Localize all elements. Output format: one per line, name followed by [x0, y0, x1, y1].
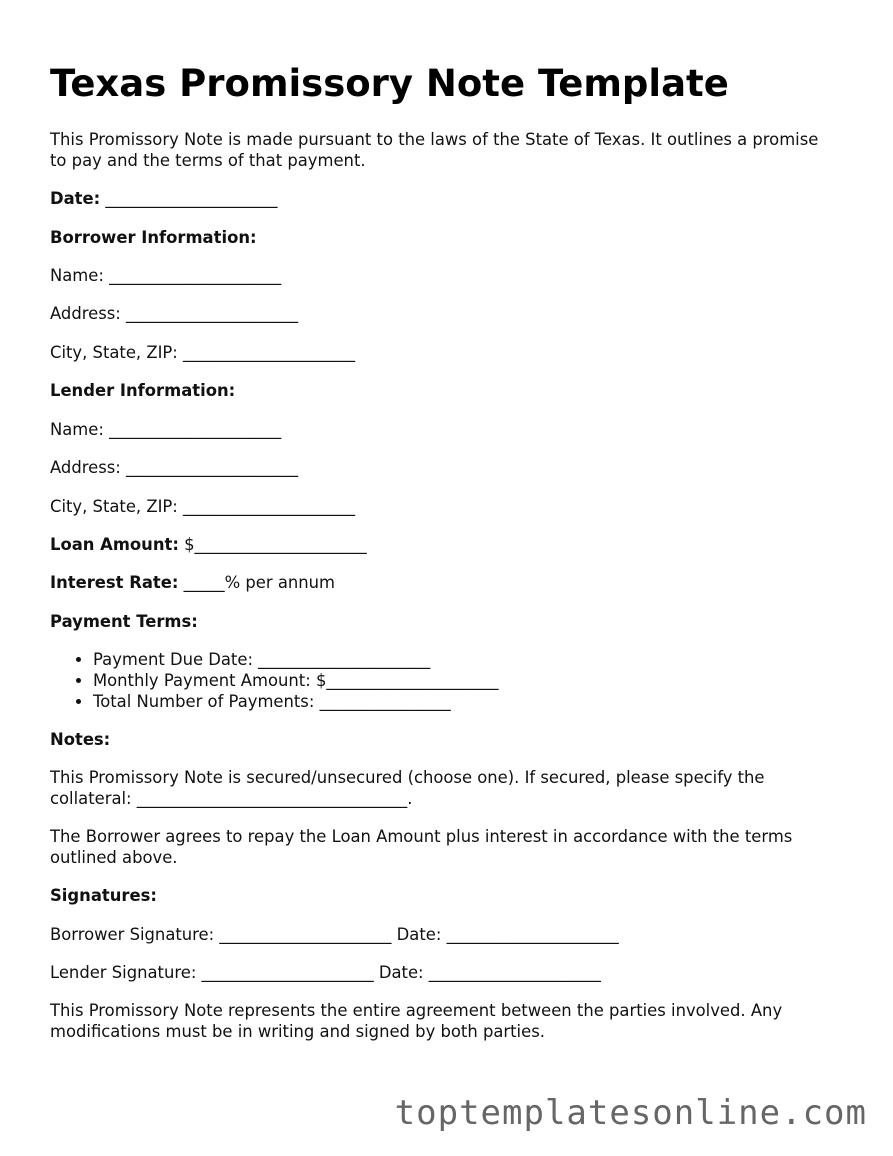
watermark: toptemplatesonline.com [394, 1093, 867, 1133]
page-title: Texas Promissory Note Template [50, 62, 729, 105]
lender-heading: Lender Information: [50, 381, 236, 400]
loan-amount-label: Loan Amount: [50, 535, 179, 554]
date-line [50, 188, 278, 209]
lender-city-line: City, State, ZIP: _____________________ [50, 497, 356, 516]
interest-rate-label: Interest Rate: [50, 573, 179, 592]
security-paragraph: This Promissory Note is secured/unsecured (choose one). If secured, please specify the collateral: _________________________________. [50, 768, 765, 808]
borrower-heading: Borrower Information: [50, 228, 257, 247]
borrower-name-line: Name: _____________________ [50, 266, 282, 285]
closing-paragraph: This Promissory Note represents the entire agreement between the parties involved. Any modifications must be in writing and signed by both parties. [50, 1001, 783, 1041]
list-item: • Total Number of Payments: ________________ [93, 691, 498, 712]
loan-amount-line [50, 534, 367, 555]
date-label: Date: [50, 189, 101, 208]
interest-rate-line [50, 572, 335, 593]
borrower-city-line: City, State, ZIP: _____________________ [50, 343, 356, 362]
payment-terms-list [50, 649, 498, 712]
lender-address-line: Address: _____________________ [50, 458, 299, 477]
borrower-signature-line: Borrower Signature: _____________________ Date: _____________________ [50, 925, 619, 944]
interest-rate-blank: _____% per annum [178, 573, 335, 592]
loan-amount-blank: $_____________________ [178, 535, 367, 554]
date-blank: _____________________ [100, 189, 278, 208]
payment-terms-heading: Payment Terms: [50, 612, 198, 631]
list-item: • Payment Due Date: _____________________ [93, 649, 498, 670]
lender-signature-line: Lender Signature: _____________________ Date: _____________________ [50, 963, 601, 982]
notes-heading: Notes: [50, 730, 111, 749]
lender-name-line: Name: _____________________ [50, 420, 282, 439]
repayment-paragraph: The Borrower agrees to repay the Loan Amount plus interest in accordance with the terms outlined above. [50, 827, 793, 867]
borrower-address-line: Address: _____________________ [50, 304, 299, 323]
list-item: • Monthly Payment Amount: $_____________________ [93, 670, 498, 691]
signatures-heading: Signatures: [50, 886, 157, 905]
intro-paragraph: This Promissory Note is made pursuant to the laws of the State of Texas. It outlines a promise to pay and the terms of that payment. [50, 130, 819, 170]
